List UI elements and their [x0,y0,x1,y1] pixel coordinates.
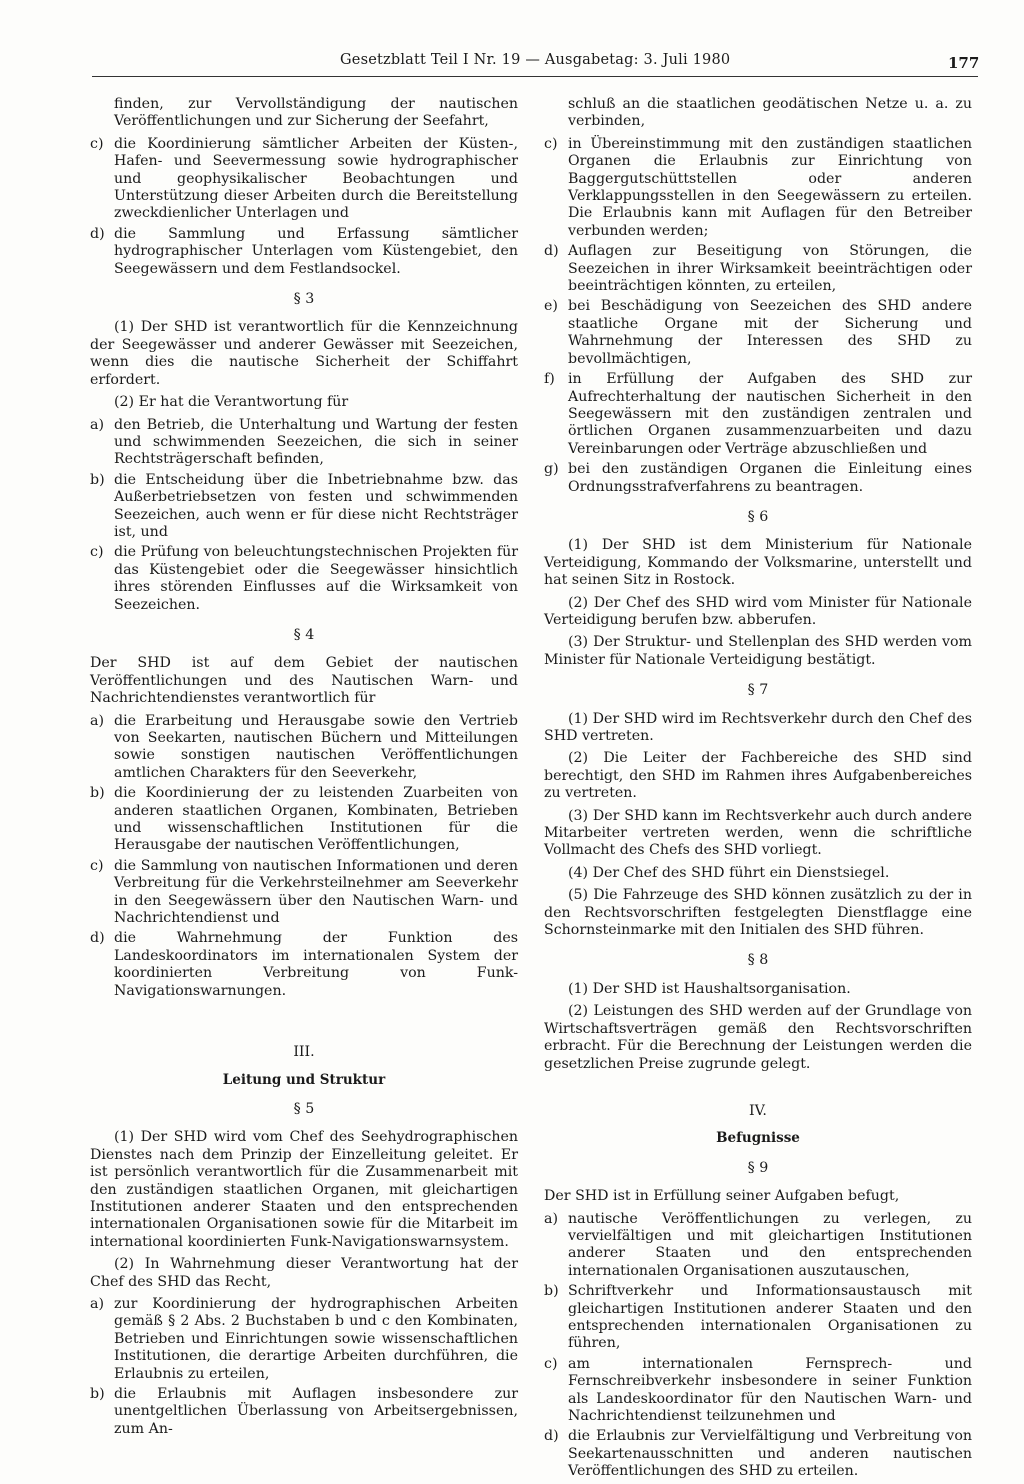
item-text: die Sammlung und Erfassung sämtlicher hydrographischer Unterlagen vom Küstengebiet, den Seegewässern und dem Festlandsockel. [114,225,518,277]
list-item [544,136,972,240]
list-item [90,136,518,223]
paragraph: (2) Er hat die Verantwortung für [114,394,349,411]
item-label: f) [544,371,555,388]
list-item [544,461,972,496]
paragraph: (1) Der SHD ist Haushaltsorganisation. [568,980,851,997]
right-column [544,96,972,1484]
item-text: die Prüfung von beleuchtungstechnischen Projekten für das Küstengebiet oder die Seegewässer hinsichtlich ihres störenden Einflusses auf die Wirksamkeit von Seezeichen. [114,544,518,613]
item-text: bei Beschädigung von Seezeichen des SHD andere staatliche Organe mit der Sicherung und Wahrnehmung der Interessen des SHD zu bevollmächtigen, [568,298,972,367]
item-label: c) [90,857,104,874]
paragraph: Der SHD ist in Erfüllung seiner Aufgaben befugt, [544,1188,900,1205]
item-text: die Erarbeitung und Herausgabe sowie den Vertrieb von Seekarten, nautischen Büchern und Mitteilungen sowie sonstigen nautischen Veröffentlichungen amtlichen Charakters für den Seeverkehr, [114,712,518,781]
item-label: c) [90,135,104,152]
section-title-7: § 7 [747,682,769,699]
header-rule [92,76,978,77]
item-label: d) [544,1428,559,1445]
item-text: den Betrieb, die Unterhaltung und Wartung der festen und schwimmenden Seezeichen, die sich in seiner Rechtsträgerschaft befinden, [114,416,518,468]
paragraph: (2) Leistungen des SHD werden auf der Grundlage von Wirtschaftsverträgen gemäß den Rechtsvorschriften erbracht. Für die Berechnung der Leistungen werden die gesetzlichen Preise zugrunde gelegt. [544,1003,972,1072]
paragraph: (1) Der SHD ist dem Ministerium für Nationale Verteidigung, Kommando der Volksmarine, unterstellt und hat seinen Sitz in Rostock. [544,537,972,589]
list-item [90,1386,518,1438]
page-number: 177 [948,54,980,72]
item-label: d) [90,225,105,242]
item-text: bei den zuständigen Organen die Einleitung eines Ordnungsstrafverfahrens zu beantragen. [568,461,972,495]
paragraph: (1) Der SHD wird im Rechtsverkehr durch den Chef des SHD vertreten. [544,710,972,744]
part-number: III. [293,1044,315,1061]
item-text: die Erlaubnis mit Auflagen insbesondere zur unentgeltlichen Überlassung von Arbeitsergebnissen, zum An- [114,1386,518,1437]
paragraph: (1) Der SHD ist verantwortlich für die Kennzeichnung der Seegewässer und anderer Gewässer mit Seezeichen, wenn dies die nautische Sicherheit der Schiffahrt erfordert. [90,319,518,388]
paragraph: (3) Der SHD kann im Rechtsverkehr auch durch andere Mitarbeiter vertreten werden, wenn die schriftliche Vollmacht des Chefs des SHD vorliegt. [544,807,972,859]
item-label: b) [90,785,105,802]
section-title-3: § 3 [293,291,315,308]
section-title-8: § 8 [747,952,769,969]
paragraph: (4) Der Chef des SHD führt ein Dienstsiegel. [568,864,890,881]
item-label: d) [90,930,105,947]
item-text: die Entscheidung über die Inbetriebnahme bzw. das Außerbetriebsetzen von festen und schwimmenden Seezeichen, auch wenn er für diese nicht Rechtsträger ist, und [114,471,518,540]
item-text: nautische Veröffentlichungen zu verlegen, zu vervielfältigen und mit gleichartigen Institutionen anderer Staaten und den entsprechenden internationalen Organisationen auszutauschen, [568,1210,972,1279]
item-text: Schriftverkehr und Informationsaustausch mit gleichartigen Institutionen anderer Staaten und den entsprechenden internationalen Organisationen zu führen, [568,1283,972,1352]
item-text: die Sammlung von nautischen Informationen und deren Verbreitung für die Verkehrsteilnehmer am Seeverkehr in den Seegewässern über den Nautischen Warn- und Nachrichtendienst und [114,857,518,927]
list-item [544,243,972,295]
section-title-5: § 5 [293,1100,315,1117]
paragraph: (2) Der Chef des SHD wird vom Minister für Nationale Verteidigung berufen bzw. abberufen. [544,594,972,628]
list-item [90,858,518,928]
part-number: IV. [749,1102,767,1119]
list-item [90,930,518,1000]
list-item [544,1428,972,1480]
section-title-6: § 6 [747,508,769,525]
paragraph: (1) Der SHD wird vom Chef des Seehydrographischen Dienstes nach dem Prinzip der Einzelleitung geleitet. Er ist persönlich verantwortlich für die Zusammenarbeit mit den zuständigen staatlichen Organen, mit gleichartigen Institutionen anderer Staaten und den entsprechenden internationalen Organisationen sowie für die Mitarbeit im international koordinierten Funk-Navigationswarnsystem. [90,1129,518,1250]
list-item [544,1283,972,1353]
left-column [90,96,518,1441]
section-title-4: § 4 [293,626,315,643]
item-text: Auflagen zur Beseitigung von Störungen, die Seezeichen in ihrer Wirksamkeit beeinträchtigen oder beeinträchtigen könnten, zu erteilen, [568,243,972,295]
list-item [90,417,518,469]
paragraph: (3) Der Struktur- und Stellenplan des SHD werden vom Minister für Nationale Verteidigung bestätigt. [544,634,972,668]
item-label: b) [90,471,105,488]
item-label: a) [544,1210,558,1227]
item-text: die Erlaubnis zur Vervielfältigung und Verbreitung von Seekartenausschnitten und anderen nautischen Veröffentlichungen des SHD zu erteilen. [568,1428,972,1480]
item-label: c) [544,135,558,152]
item-label: g) [544,461,559,478]
item-label: c) [90,544,104,561]
paragraph: (2) Die Leiter der Fachbereiche des SHD sind berechtigt, den SHD im Rahmen ihres Aufgabenbereiches zu vertreten. [544,750,972,802]
item-label: c) [544,1355,558,1372]
part-heading: Befugnisse [716,1130,800,1147]
item-label: d) [544,243,559,260]
paragraph: Der SHD ist auf dem Gebiet der nautischen Veröffentlichungen und des Nautischen Warn- und Nachrichtendienstes verantwortlich für [90,655,518,707]
running-header: Gesetzblatt Teil I Nr. 19 — Ausgabetag: 3. Juli 1980 [340,52,731,68]
list-item [90,544,518,614]
paragraph: (5) Die Fahrzeuge des SHD können zusätzlich zu der in den Rechtsvorschriften festgelegten Dienstflagge eine Schornsteinmarke mit den Initialen des SHD führen. [544,887,972,939]
list-item [544,371,972,458]
item-text: zur Koordinierung der hydrographischen Arbeiten gemäß § 2 Abs. 2 Buchstaben b und c den Kombinaten, Betrieben und Einrichtungen sowie wissenschaftlichen Institutionen, die derartige Arbeiten durchführen, die Erlaubnis zu erteilen, [114,1295,518,1382]
item-label: a) [90,416,104,433]
item-label: b) [544,1283,559,1300]
list-item [90,713,518,783]
list-item [544,298,972,368]
item-label: a) [90,1295,104,1312]
item-text: die Koordinierung sämtlicher Arbeiten der Küsten-, Hafen- und Seevermessung sowie hydrographischer und geophysikalischer Beobachtungen und Unterstützung dieser Arbeiten durch die Bereitstellung zweckdienlicher Unterlagen und [114,135,518,222]
paragraph: (2) In Wahrnehmung dieser Verantwortung hat der Chef des SHD das Recht, [90,1256,518,1290]
item-text: die Wahrnehmung der Funktion des Landeskoordinators im internationalen System der koordinierten Verbreitung von Funk-Navigationswarnungen. [114,930,518,999]
continued-item-text: schluß an die staatlichen geodätischen Netze u. a. zu verbinden, [568,96,972,130]
list-item [90,226,518,278]
section-title-9: § 9 [747,1159,769,1176]
continued-item-text: finden, zur Vervollständigung der nautischen Veröffentlichungen und zur Sicherung der Seefahrt, [114,96,518,130]
list-item [90,785,518,855]
part-heading: Leitung und Struktur [222,1071,386,1088]
item-text: die Koordinierung der zu leistenden Zuarbeiten von anderen staatlichen Organen, Kombinaten, Betrieben und wissenschaftlichen Institutionen für die Herausgabe der nautischen Veröffentlichungen, [114,785,518,854]
item-text: am internationalen Fernsprech- und Fernschreibverkehr insbesondere in seiner Funktion als Landeskoordinator für den Nautischen Warn- und Nachrichtendienst teilzunehmen und [568,1355,972,1424]
item-label: a) [90,712,104,729]
item-label: e) [544,298,558,315]
item-text: in Übereinstimmung mit den zuständigen staatlichen Organen die Erlaubnis zur Einrichtung von Baggergutschüttstellen oder anderen Verklappungsstellen in den Seegewässern zu erteilen. Die Erlaubnis kann mit Auflagen für den Betreiber verbunden werden; [568,135,972,239]
item-label: b) [90,1386,105,1402]
list-item [90,1296,518,1383]
list-item [544,1356,972,1426]
item-text: in Erfüllung der Aufgaben des SHD zur Aufrechterhaltung der nautischen Sicherheit in den Seegewässern mit den zuständigen zentralen und örtlichen Organen zusammenzuarbeiten und dazu Vereinbarungen oder Verträge abzuschließen und [568,371,972,457]
list-item [90,472,518,542]
list-item [544,1211,972,1281]
